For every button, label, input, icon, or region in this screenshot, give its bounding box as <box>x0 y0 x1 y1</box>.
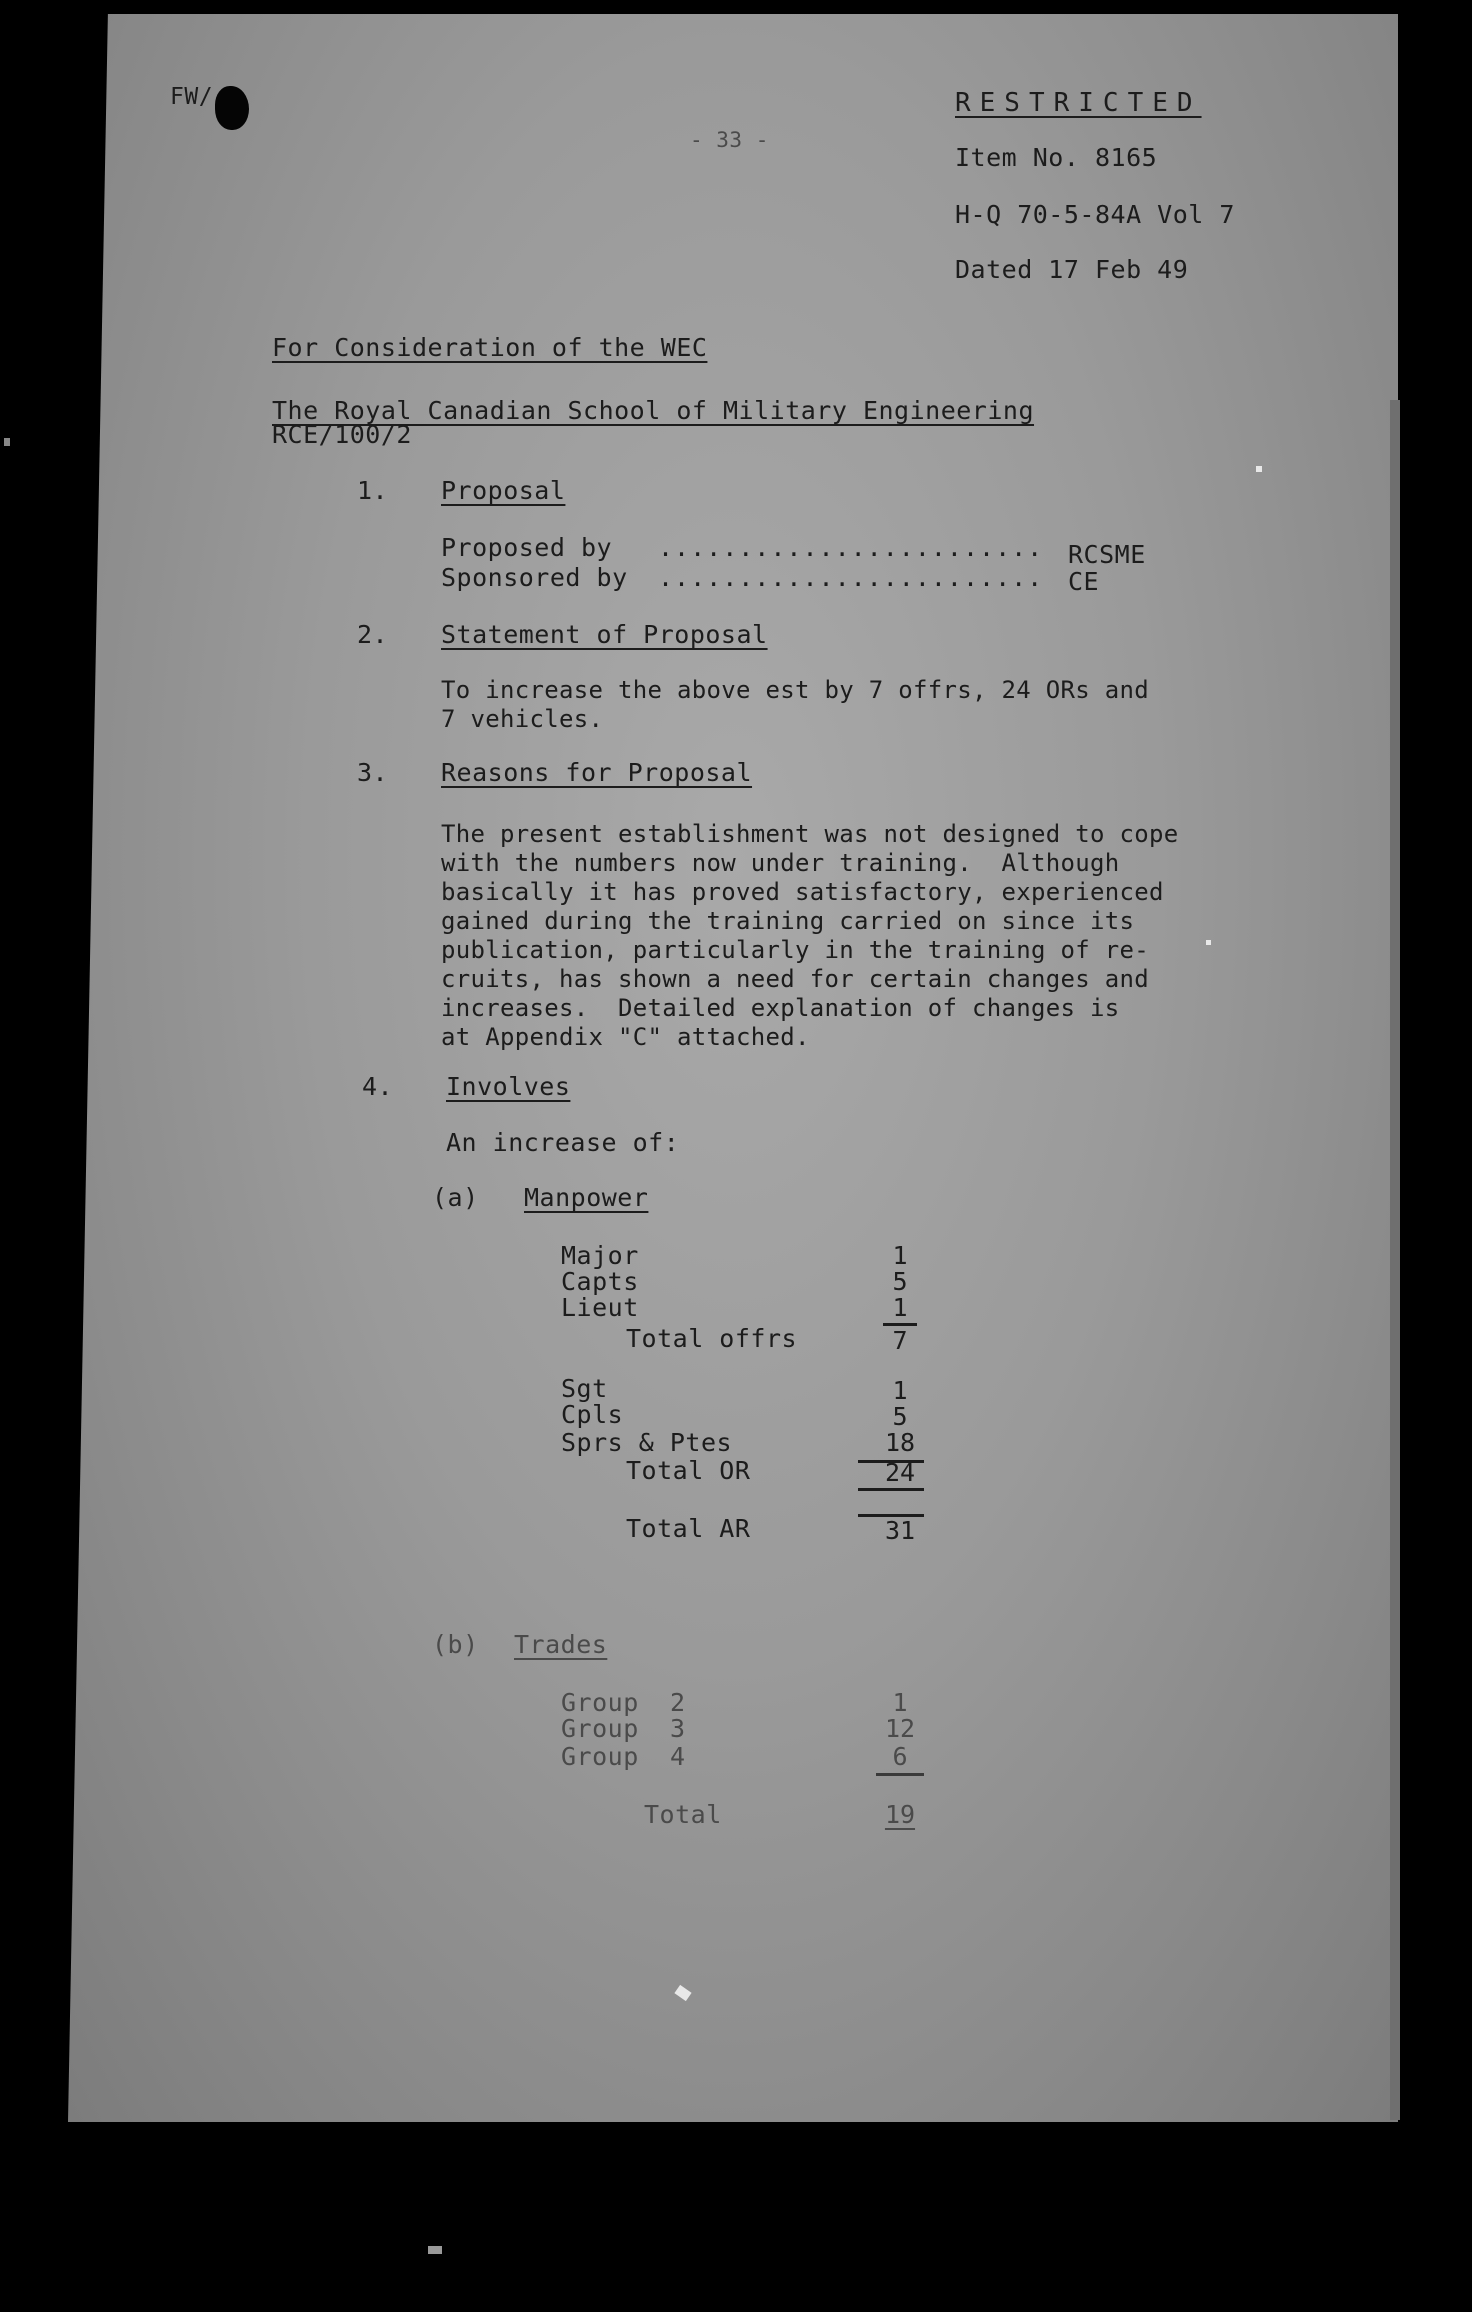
section-1-heading: Proposal <box>441 476 566 505</box>
subtotal-rule <box>876 1773 924 1776</box>
officer-count: 1 <box>892 1241 908 1270</box>
document-page <box>68 14 1398 2122</box>
proposed-by-dots: ........................ <box>658 533 1044 562</box>
date-line: Dated 17 Feb 49 <box>955 255 1189 284</box>
section-3-heading: Reasons for Proposal <box>441 758 753 787</box>
page-number: - 33 - <box>690 128 769 152</box>
officer-rank: Capts <box>561 1267 639 1296</box>
ink-blot <box>215 86 249 130</box>
page-edge <box>1390 400 1400 2120</box>
trade-group-number: 4 <box>670 1742 686 1771</box>
trade-group-name: Group <box>561 1742 639 1771</box>
file-reference: FW/ <box>170 84 214 110</box>
trade-group-number: 2 <box>670 1688 686 1717</box>
trade-group-name: Group <box>561 1714 639 1743</box>
section-1-number: 1. <box>357 476 389 505</box>
or-count: 18 <box>884 1428 916 1457</box>
section-4-number: 4. <box>362 1072 394 1101</box>
sponsored-by-label: Sponsored by <box>441 563 628 592</box>
hq-reference: H-Q 70-5-84A Vol 7 <box>955 200 1235 229</box>
total-ar-value: 31 <box>884 1516 916 1545</box>
manpower-heading: Manpower <box>524 1183 649 1212</box>
trades-total-value: 19 <box>884 1800 916 1829</box>
section-3-number: 3. <box>357 758 389 787</box>
item-number: Item No. 8165 <box>955 143 1158 172</box>
unit-name: The Royal Canadian School of Military Engineering <box>272 396 1035 425</box>
classification-stamp: RESTRICTED <box>955 88 1202 118</box>
section-2-number: 2. <box>357 620 389 649</box>
manpower-label: (a) <box>432 1183 479 1212</box>
increase-intro: An increase of: <box>446 1128 680 1157</box>
sponsored-by-value: CE <box>1068 567 1100 596</box>
officer-rank: Major <box>561 1241 639 1270</box>
trades-label: (b) <box>432 1630 479 1659</box>
scan-artifact <box>1256 466 1262 472</box>
proposed-by-value: RCSME <box>1068 540 1146 569</box>
trade-group-number: 3 <box>670 1714 686 1743</box>
unit-reference: RCE/100/2 <box>272 420 412 449</box>
officer-count: 1 <box>892 1293 908 1322</box>
proposed-by-label: Proposed by <box>441 533 613 562</box>
consideration-heading: For Consideration of the WEC <box>272 333 708 362</box>
section-4-heading: Involves <box>446 1072 571 1101</box>
total-or-label: Total OR <box>626 1456 751 1485</box>
trades-total-label: Total <box>644 1800 722 1829</box>
total-officers-label: Total offrs <box>626 1324 798 1353</box>
or-count: 5 <box>892 1402 908 1431</box>
or-rank: Sprs & Ptes <box>561 1428 733 1457</box>
section-2-text: To increase the above est by 7 offrs, 24 ORs and 7 vehicles. <box>441 676 1149 733</box>
scan-artifact <box>4 438 10 446</box>
officer-rank: Lieut <box>561 1293 639 1322</box>
section-2-heading: Statement of Proposal <box>441 620 768 649</box>
total-or-value: 24 <box>884 1458 916 1487</box>
trade-group-count: 1 <box>892 1688 908 1717</box>
trade-group-name: Group <box>561 1688 639 1717</box>
scan-artifact <box>428 2246 442 2254</box>
sponsored-by-dots: ........................ <box>658 563 1044 592</box>
or-count: 1 <box>892 1376 908 1405</box>
trades-heading: Trades <box>514 1630 608 1659</box>
total-officers-value: 7 <box>892 1326 908 1355</box>
trade-group-count: 6 <box>892 1742 908 1771</box>
trade-group-count: 12 <box>884 1714 916 1743</box>
total-ar-label: Total AR <box>626 1514 751 1543</box>
or-rank: Sgt <box>561 1374 608 1403</box>
officer-count: 5 <box>892 1267 908 1296</box>
total-rule <box>858 1488 924 1491</box>
scan-artifact <box>1206 940 1211 945</box>
section-3-text: The present establishment was not designed to cope with the numbers now under training. Although basically it has proved satisfactory, experienced gained during the training carried on since its publication, particularly in the training of re- cruits, has shown a need for certain changes and increases. Detailed explanation of changes is at Appendix "C" attached. <box>441 820 1179 1051</box>
or-rank: Cpls <box>561 1400 624 1429</box>
